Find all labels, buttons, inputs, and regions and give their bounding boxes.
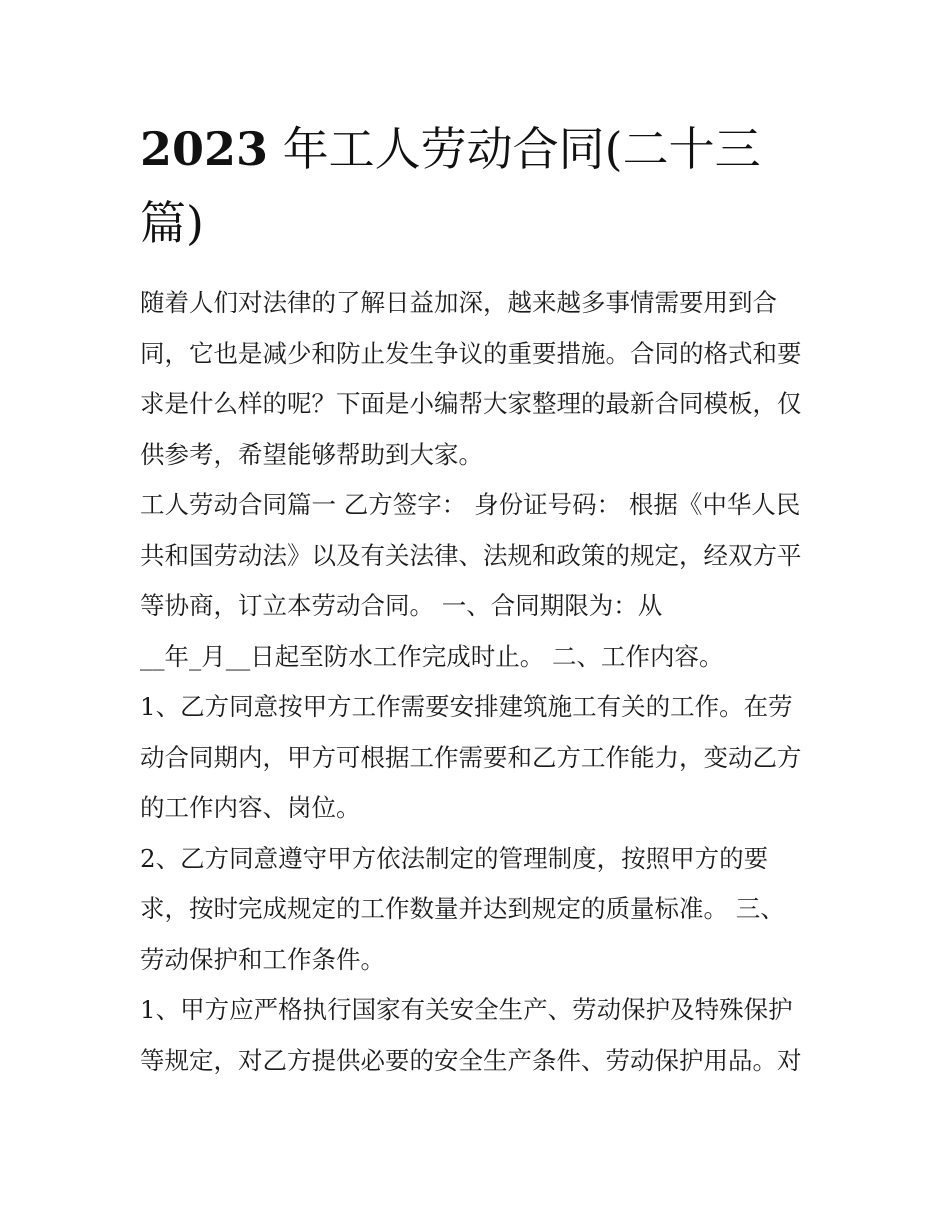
title-line-2: 篇)	[140, 196, 204, 250]
text-line: 随着人们对法律的了解日益加深，越来越多事情需要用到合	[140, 288, 777, 317]
title-year: 2023	[140, 122, 269, 176]
text-line: 同，它也是减少和防止发生争议的重要措施。合同的格式和要	[140, 338, 802, 368]
paragraph-clause-3-1	[140, 985, 830, 1086]
document-body	[140, 278, 830, 1086]
text-line: 等协商，订立本劳动合同。 一、合同期限为：从	[140, 591, 663, 620]
text-line: 劳动保护和工作条件。	[140, 944, 385, 974]
title-line-1: 2023 年工人劳动合同(二十三	[140, 122, 761, 176]
text-line: 求，按时完成规定的工作数量并达到规定的质量标准。 三、	[140, 894, 785, 923]
text-line: 动合同期内，甲方可根据工作需要和乙方工作能力，变动乙方	[140, 742, 802, 772]
text-line: 求是什么样的呢？下面是小编帮大家整理的最新合同模板，仅	[140, 389, 802, 418]
text-line: 2、乙方同意遵守甲方依法制定的管理制度，按照甲方的要	[140, 843, 769, 873]
text-line: 共和国劳动法》以及有关法律、法规和政策的规定，经双方平	[140, 540, 802, 570]
text-line: __年_月__日起至防水工作完成时止。 二、工作内容。	[140, 641, 724, 671]
paragraph-contract-1	[140, 480, 830, 682]
text-line: 等规定，对乙方提供必要的安全生产条件、劳动保护用品。对	[140, 1045, 802, 1075]
text-line: 1、乙方同意按甲方工作需要安排建筑施工有关的工作。在劳	[140, 692, 793, 721]
paragraph-intro	[140, 278, 830, 480]
text-line: 工人劳动合同篇一 乙方签字： 身份证号码： 根据《中华人民	[140, 490, 801, 519]
document-title	[140, 112, 820, 260]
paragraph-clause-2-2	[140, 834, 830, 986]
text-line: 1、甲方应严格执行国家有关安全生产、劳动保护及特殊保护	[140, 995, 793, 1024]
text-line: 供参考，希望能够帮助到大家。	[140, 439, 483, 469]
paragraph-clause-2-1	[140, 682, 830, 834]
text-line: 的工作内容、岗位。	[140, 793, 361, 822]
